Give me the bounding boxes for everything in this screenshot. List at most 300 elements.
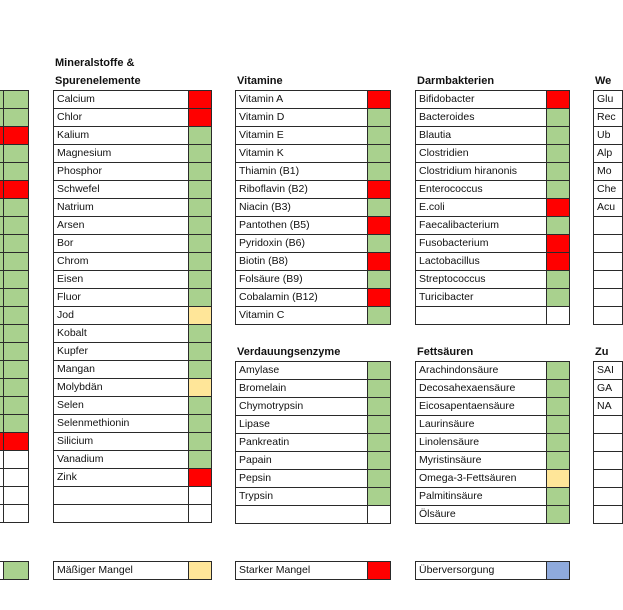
item-name bbox=[593, 487, 623, 506]
item-name: Chrom bbox=[53, 252, 189, 271]
status-cell bbox=[188, 108, 212, 127]
col5-top-table bbox=[593, 90, 623, 324]
status-cell bbox=[546, 433, 570, 452]
table-row bbox=[415, 252, 570, 270]
table-row bbox=[0, 360, 29, 378]
table-row bbox=[235, 415, 391, 433]
status-cell bbox=[367, 288, 391, 307]
item-name: Ub bbox=[593, 126, 623, 145]
table-row bbox=[235, 252, 391, 270]
table-row bbox=[415, 306, 570, 324]
status-cell bbox=[188, 432, 212, 451]
table-row bbox=[235, 126, 391, 144]
status-cell bbox=[546, 162, 570, 181]
table-row bbox=[0, 450, 29, 468]
status-cell bbox=[3, 342, 29, 361]
item-name bbox=[53, 504, 189, 523]
item-name bbox=[415, 306, 547, 325]
table-row bbox=[0, 468, 29, 486]
item-name: Trypsin bbox=[235, 487, 368, 506]
bacteria-title: Darmbakterien bbox=[417, 75, 495, 87]
status-cell bbox=[3, 504, 29, 523]
status-cell bbox=[367, 126, 391, 145]
col5-bottom-title: Zu bbox=[595, 346, 609, 358]
table-row bbox=[53, 468, 212, 486]
status-cell bbox=[188, 90, 212, 109]
table-row bbox=[235, 108, 391, 126]
status-cell bbox=[546, 180, 570, 199]
table-row bbox=[53, 324, 212, 342]
table-row bbox=[53, 486, 212, 504]
item-name: Vitamin E bbox=[235, 126, 368, 145]
legend-item bbox=[0, 561, 29, 579]
table-row bbox=[0, 378, 29, 396]
table-row bbox=[593, 415, 623, 433]
status-cell bbox=[3, 486, 29, 505]
table-row bbox=[593, 505, 623, 523]
status-cell bbox=[188, 414, 212, 433]
item-name: Ölsäure bbox=[415, 505, 547, 524]
item-name bbox=[593, 451, 623, 470]
item-name: Pyridoxin (B6) bbox=[235, 234, 368, 253]
table-row bbox=[593, 469, 623, 487]
table-row bbox=[235, 505, 391, 523]
item-name: Schwefel bbox=[53, 180, 189, 199]
item-name: Lactobacillus bbox=[415, 252, 547, 271]
enzymes-table bbox=[235, 361, 391, 523]
status-cell bbox=[546, 306, 570, 325]
table-row bbox=[415, 505, 570, 523]
table-row bbox=[0, 324, 29, 342]
item-name: Calcium bbox=[53, 90, 189, 109]
item-name: Pepsin bbox=[235, 469, 368, 488]
status-cell bbox=[367, 415, 391, 434]
item-name: Arsen bbox=[53, 216, 189, 235]
table-row bbox=[235, 180, 391, 198]
item-name: E.coli bbox=[415, 198, 547, 217]
table-row bbox=[235, 288, 391, 306]
status-cell bbox=[546, 90, 570, 109]
legend-item bbox=[235, 561, 391, 579]
table-row bbox=[0, 216, 29, 234]
status-cell bbox=[546, 234, 570, 253]
item-name: Cobalamin (B12) bbox=[235, 288, 368, 307]
table-row bbox=[0, 432, 29, 450]
item-name: Biotin (B8) bbox=[235, 252, 368, 271]
status-cell bbox=[546, 288, 570, 307]
minerals-title bbox=[55, 54, 141, 90]
table-row bbox=[415, 180, 570, 198]
col5-top-title: We bbox=[595, 75, 612, 87]
status-cell bbox=[367, 433, 391, 452]
table-row bbox=[415, 451, 570, 469]
table-row bbox=[53, 234, 212, 252]
table-row bbox=[0, 306, 29, 324]
table-row bbox=[53, 216, 212, 234]
item-name: Jod bbox=[53, 306, 189, 325]
item-name: Fluor bbox=[53, 288, 189, 307]
status-cell bbox=[188, 288, 212, 307]
status-cell bbox=[188, 306, 212, 325]
status-cell bbox=[367, 108, 391, 127]
enzymes-title: Verdauungsenzyme bbox=[237, 346, 341, 358]
status-cell bbox=[367, 505, 391, 524]
item-name: Selen bbox=[53, 396, 189, 415]
table-row bbox=[593, 90, 623, 108]
table-row bbox=[0, 486, 29, 504]
table-row bbox=[53, 396, 212, 414]
table-row bbox=[415, 162, 570, 180]
status-cell bbox=[188, 450, 212, 469]
status-cell bbox=[188, 234, 212, 253]
table-row bbox=[53, 504, 212, 522]
table-row bbox=[53, 306, 212, 324]
table-row bbox=[53, 450, 212, 468]
status-cell bbox=[546, 108, 570, 127]
status-cell bbox=[3, 324, 29, 343]
legend-swatch bbox=[367, 561, 391, 580]
status-cell bbox=[546, 270, 570, 289]
item-name: Mo bbox=[593, 162, 623, 181]
table-row bbox=[53, 126, 212, 144]
table-row bbox=[415, 198, 570, 216]
item-name: Vitamin A bbox=[235, 90, 368, 109]
status-cell bbox=[367, 144, 391, 163]
left-partial-table bbox=[0, 90, 29, 522]
table-row bbox=[53, 414, 212, 432]
item-name: Eisen bbox=[53, 270, 189, 289]
status-cell bbox=[367, 162, 391, 181]
status-cell bbox=[3, 252, 29, 271]
item-name: Glu bbox=[593, 90, 623, 109]
minerals-table bbox=[53, 90, 212, 522]
status-cell bbox=[367, 198, 391, 217]
status-cell bbox=[546, 252, 570, 271]
table-row bbox=[593, 397, 623, 415]
status-cell bbox=[188, 360, 212, 379]
minerals-title-line1: Mineralstoffe & bbox=[55, 57, 135, 69]
item-name bbox=[53, 486, 189, 505]
table-row bbox=[0, 414, 29, 432]
table-row bbox=[235, 379, 391, 397]
status-cell bbox=[546, 469, 570, 488]
legend-label: Starker Mangel bbox=[235, 561, 368, 580]
table-row bbox=[415, 108, 570, 126]
item-name: Bacteroides bbox=[415, 108, 547, 127]
status-cell bbox=[367, 451, 391, 470]
status-cell bbox=[188, 252, 212, 271]
table-row bbox=[0, 504, 29, 522]
item-name: Vanadium bbox=[53, 450, 189, 469]
status-cell bbox=[3, 234, 29, 253]
minerals-title-line2: Spurenelemente bbox=[55, 75, 141, 87]
status-cell bbox=[546, 144, 570, 163]
item-name bbox=[593, 252, 623, 271]
status-cell bbox=[3, 198, 29, 217]
col5-bottom-table bbox=[593, 361, 623, 523]
table-row bbox=[53, 162, 212, 180]
item-name: Pankreatin bbox=[235, 433, 368, 452]
item-name: Kobalt bbox=[53, 324, 189, 343]
legend-swatch bbox=[546, 561, 570, 580]
table-row bbox=[593, 306, 623, 324]
table-row bbox=[0, 396, 29, 414]
item-name bbox=[593, 234, 623, 253]
table-row bbox=[53, 288, 212, 306]
status-cell bbox=[3, 360, 29, 379]
status-cell bbox=[188, 144, 212, 163]
status-cell bbox=[188, 378, 212, 397]
item-name: Alp bbox=[593, 144, 623, 163]
table-row bbox=[415, 234, 570, 252]
table-row bbox=[235, 198, 391, 216]
status-cell bbox=[546, 198, 570, 217]
table-row bbox=[235, 216, 391, 234]
status-cell bbox=[546, 126, 570, 145]
item-name: Linolensäure bbox=[415, 433, 547, 452]
table-row bbox=[53, 378, 212, 396]
item-name: Bifidobacter bbox=[415, 90, 547, 109]
table-row bbox=[593, 487, 623, 505]
item-name bbox=[593, 469, 623, 488]
status-cell bbox=[3, 396, 29, 415]
status-cell bbox=[188, 216, 212, 235]
table-row bbox=[415, 379, 570, 397]
item-name bbox=[593, 216, 623, 235]
status-cell bbox=[3, 144, 29, 163]
status-cell bbox=[188, 504, 212, 523]
table-row bbox=[415, 397, 570, 415]
status-cell bbox=[3, 108, 29, 127]
item-name: Acu bbox=[593, 198, 623, 217]
status-cell bbox=[3, 414, 29, 433]
item-name: Decosahexaensäure bbox=[415, 379, 547, 398]
item-name: Kalium bbox=[53, 126, 189, 145]
item-name: Papain bbox=[235, 451, 368, 470]
table-row bbox=[415, 216, 570, 234]
table-row bbox=[235, 487, 391, 505]
item-name: Amylase bbox=[235, 361, 368, 380]
status-cell bbox=[367, 90, 391, 109]
item-name: Bor bbox=[53, 234, 189, 253]
table-row bbox=[0, 234, 29, 252]
table-row bbox=[415, 270, 570, 288]
status-cell bbox=[546, 451, 570, 470]
item-name: Chymotrypsin bbox=[235, 397, 368, 416]
status-cell bbox=[367, 469, 391, 488]
status-cell bbox=[3, 270, 29, 289]
table-row bbox=[593, 162, 623, 180]
table-row bbox=[53, 342, 212, 360]
table-row bbox=[235, 361, 391, 379]
item-name bbox=[593, 415, 623, 434]
legend-label: Überversorgung bbox=[415, 561, 547, 580]
table-row bbox=[0, 288, 29, 306]
table-row bbox=[593, 433, 623, 451]
table-row bbox=[235, 469, 391, 487]
legend-swatch bbox=[188, 561, 212, 580]
status-cell bbox=[188, 126, 212, 145]
fatty-acids-table bbox=[415, 361, 570, 523]
legend-swatch bbox=[3, 561, 29, 580]
status-cell bbox=[367, 216, 391, 235]
item-name: SAI bbox=[593, 361, 623, 380]
item-name: Rec bbox=[593, 108, 623, 127]
status-cell bbox=[3, 306, 29, 325]
table-row bbox=[415, 415, 570, 433]
status-cell bbox=[546, 505, 570, 524]
status-cell bbox=[188, 396, 212, 415]
vitamins-table bbox=[235, 90, 391, 324]
table-row bbox=[235, 144, 391, 162]
table-row bbox=[0, 108, 29, 126]
table-row bbox=[593, 361, 623, 379]
status-cell bbox=[188, 162, 212, 181]
item-name: Bromelain bbox=[235, 379, 368, 398]
item-name bbox=[593, 306, 623, 325]
table-row bbox=[593, 379, 623, 397]
legend-label: Mäßiger Mangel bbox=[53, 561, 189, 580]
status-cell bbox=[3, 432, 29, 451]
item-name: Pantothen (B5) bbox=[235, 216, 368, 235]
status-cell bbox=[3, 180, 29, 199]
item-name: Streptococcus bbox=[415, 270, 547, 289]
table-row bbox=[53, 108, 212, 126]
table-row bbox=[593, 198, 623, 216]
status-cell bbox=[367, 379, 391, 398]
table-row bbox=[53, 360, 212, 378]
item-name bbox=[593, 288, 623, 307]
table-row bbox=[0, 162, 29, 180]
table-row bbox=[53, 270, 212, 288]
table-row bbox=[0, 198, 29, 216]
item-name: Natrium bbox=[53, 198, 189, 217]
table-row bbox=[0, 252, 29, 270]
table-row bbox=[593, 180, 623, 198]
status-cell bbox=[188, 198, 212, 217]
table-row bbox=[53, 144, 212, 162]
status-cell bbox=[188, 324, 212, 343]
item-name bbox=[593, 433, 623, 452]
legend-item bbox=[53, 561, 212, 579]
table-row bbox=[53, 432, 212, 450]
item-name: Myristinsäure bbox=[415, 451, 547, 470]
item-name: Blautia bbox=[415, 126, 547, 145]
item-name: Faecalibacterium bbox=[415, 216, 547, 235]
item-name: Vitamin C bbox=[235, 306, 368, 325]
status-cell bbox=[546, 361, 570, 380]
status-cell bbox=[3, 216, 29, 235]
status-cell bbox=[188, 270, 212, 289]
status-cell bbox=[546, 397, 570, 416]
bacteria-table bbox=[415, 90, 570, 324]
table-row bbox=[593, 216, 623, 234]
item-name: Kupfer bbox=[53, 342, 189, 361]
status-cell bbox=[367, 306, 391, 325]
table-row bbox=[415, 469, 570, 487]
item-name: Clostridien bbox=[415, 144, 547, 163]
table-row bbox=[593, 451, 623, 469]
status-cell bbox=[367, 252, 391, 271]
table-row bbox=[415, 288, 570, 306]
item-name bbox=[235, 505, 368, 524]
item-name: NA bbox=[593, 397, 623, 416]
status-cell bbox=[367, 487, 391, 506]
item-name: Palmitinsäure bbox=[415, 487, 547, 506]
table-row bbox=[53, 198, 212, 216]
fatty-acids-title: Fettsäuren bbox=[417, 346, 474, 358]
status-cell bbox=[188, 486, 212, 505]
status-cell bbox=[3, 126, 29, 145]
status-cell bbox=[188, 180, 212, 199]
table-row bbox=[593, 144, 623, 162]
table-row bbox=[593, 234, 623, 252]
vitamins-title: Vitamine bbox=[237, 75, 283, 87]
status-cell bbox=[3, 378, 29, 397]
item-name: Niacin (B3) bbox=[235, 198, 368, 217]
status-cell bbox=[3, 450, 29, 469]
status-cell bbox=[3, 90, 29, 109]
table-row bbox=[593, 108, 623, 126]
item-name: GA bbox=[593, 379, 623, 398]
item-name: Arachindonsäure bbox=[415, 361, 547, 380]
table-row bbox=[0, 90, 29, 108]
table-row bbox=[593, 252, 623, 270]
item-name: Magnesium bbox=[53, 144, 189, 163]
table-row bbox=[415, 126, 570, 144]
table-row bbox=[235, 451, 391, 469]
table-row bbox=[0, 342, 29, 360]
item-name: Che bbox=[593, 180, 623, 199]
status-cell bbox=[546, 216, 570, 235]
item-name: Folsäure (B9) bbox=[235, 270, 368, 289]
item-name: Laurinsäure bbox=[415, 415, 547, 434]
table-row bbox=[53, 180, 212, 198]
table-row bbox=[415, 144, 570, 162]
table-row bbox=[235, 162, 391, 180]
status-cell bbox=[367, 180, 391, 199]
item-name: Eicosapentaensäure bbox=[415, 397, 547, 416]
status-cell bbox=[3, 468, 29, 487]
table-row bbox=[0, 270, 29, 288]
item-name: Turicibacter bbox=[415, 288, 547, 307]
table-row bbox=[235, 397, 391, 415]
item-name: Vitamin K bbox=[235, 144, 368, 163]
item-name bbox=[593, 270, 623, 289]
table-row bbox=[593, 270, 623, 288]
item-name: Phosphor bbox=[53, 162, 189, 181]
item-name: Lipase bbox=[235, 415, 368, 434]
status-cell bbox=[367, 234, 391, 253]
table-row bbox=[415, 90, 570, 108]
item-name: Enterococcus bbox=[415, 180, 547, 199]
item-name: Silicium bbox=[53, 432, 189, 451]
table-row bbox=[0, 126, 29, 144]
table-row bbox=[53, 90, 212, 108]
table-row bbox=[235, 433, 391, 451]
item-name: Thiamin (B1) bbox=[235, 162, 368, 181]
item-name: Chlor bbox=[53, 108, 189, 127]
table-row bbox=[415, 361, 570, 379]
item-name: Zink bbox=[53, 468, 189, 487]
status-cell bbox=[367, 361, 391, 380]
status-cell bbox=[367, 397, 391, 416]
status-cell bbox=[546, 415, 570, 434]
table-row bbox=[235, 90, 391, 108]
item-name: Molybdän bbox=[53, 378, 189, 397]
table-row bbox=[593, 288, 623, 306]
status-cell bbox=[188, 342, 212, 361]
